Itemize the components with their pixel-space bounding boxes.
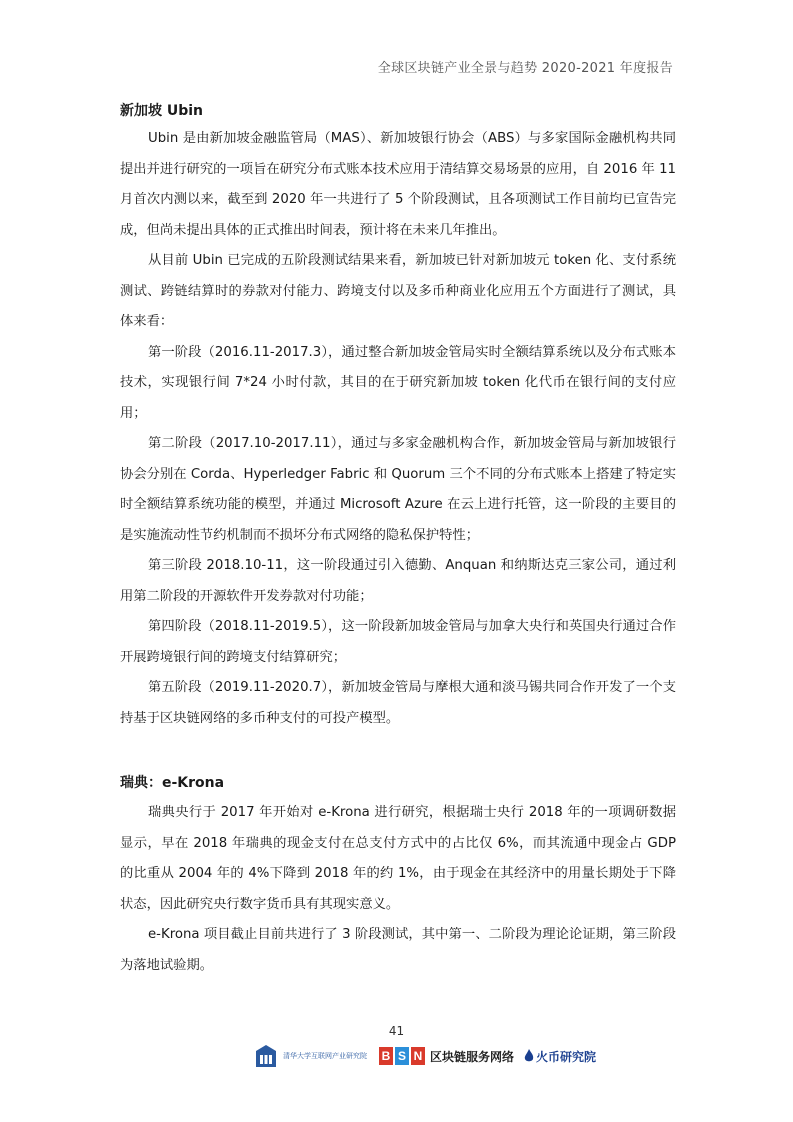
paragraph: e-Krona 项目截止目前共进行了 3 阶段测试，其中第一、二阶段为理论论证期，第三阶段为落地试验期。 (120, 927, 676, 973)
paragraph: 从目前 Ubin 已完成的五阶段测试结果来看，新加坡已针对新加坡元 token 化、支付系统测试、跨链结算时的券款对付能力、跨境支付以及多币种商业化应用五个方面进行了测试，具体来看： (120, 253, 676, 329)
section-title-ubin: 新加坡 Ubin (120, 103, 204, 119)
section-ekrona (120, 770, 676, 981)
huobi-label: 火币研究院 (536, 1049, 597, 1064)
bsn-logo (379, 1047, 514, 1065)
footer-logos (255, 1042, 596, 1070)
bsn-letter: B (379, 1047, 393, 1065)
flame-icon (524, 1049, 534, 1063)
section-ubin (120, 98, 676, 734)
paragraph: 第二阶段（2017.10-2017.11），通过与多家金融机构合作，新加坡金管局与新加坡银行协会分别在 Corda、Hyperledger Fabric 和 Quorum 三个不同的分布式账本上搭建了特定实时全额结算系统功能的模型，并通过 Microsoft Azure 在云上进行托管，这一阶段的主要目的是实施流动性节约机制而不损坏分布式网络的隐私保护特性； (120, 436, 676, 543)
huobi-logo (524, 1048, 596, 1065)
page-content (120, 98, 676, 981)
bsn-letter: N (411, 1047, 425, 1065)
paragraph: 第一阶段（2016.11-2017.3），通过整合新加坡金管局实时全额结算系统以及分布式账本技术，实现银行间 7*24 小时付款，其目的在于研究新加坡 token 化代币在银行间的支付应用； (120, 344, 676, 421)
section-title-ekrona: 瑞典：e-Krona (120, 775, 225, 791)
page-number: 41 (388, 1024, 405, 1038)
page-header: 全球区块链产业全景与趋势 2020-2021 年度报告 (377, 61, 673, 76)
paragraph: 第五阶段（2019.11-2020.7），新加坡金管局与摩根大通和淡马锡共同合作开发了一个支持基于区块链网络的多币种支付的可投产模型。 (120, 680, 676, 726)
bsn-letter: S (395, 1047, 409, 1065)
building-logo-icon (255, 1044, 277, 1068)
paragraph: 第四阶段（2018.11-2019.5），这一阶段新加坡金管局与加拿大央行和英国央行通过合作开展跨境银行间的跨境支付结算研究； (120, 619, 676, 665)
paragraph: 瑞典央行于 2017 年开始对 e-Krona 进行研究，根据瑞士央行 2018 年的一项调研数据显示，早在 2018 年瑞典的现金支付在总支付方式中的占比仅 6%，而其流通中现金占 GDP 的比重从 2004 年的 4%下降到 2018 年的约 1%，由于现金在其经济中的用量长期处于下降状态，因此研究央行数字货币具有其现实意义。 (120, 805, 676, 912)
org-logo-text: 清华大学互联网产业研究院 (283, 1051, 367, 1060)
bsn-label: 区块链服务网络 (430, 1049, 515, 1064)
paragraph: Ubin 是由新加坡金融监管局（MAS）、新加坡银行协会（ABS）与多家国际金融机构共同提出并进行研究的一项旨在研究分布式账本技术应用于清结算交易场景的应用，自 2016 年 11 月首次内测以来，截至到 2020 年一共进行了 5 个阶段测试，且各项测试工作目前均已宣告完成，但尚未提出具体的正式推出时间表，预计将在未来几年推出。 (120, 131, 676, 238)
paragraph: 第三阶段 2018.10-11，这一阶段通过引入德勤、Anquan 和纳斯达克三家公司，通过利用第二阶段的开源软件开发券款对付功能； (120, 558, 676, 604)
